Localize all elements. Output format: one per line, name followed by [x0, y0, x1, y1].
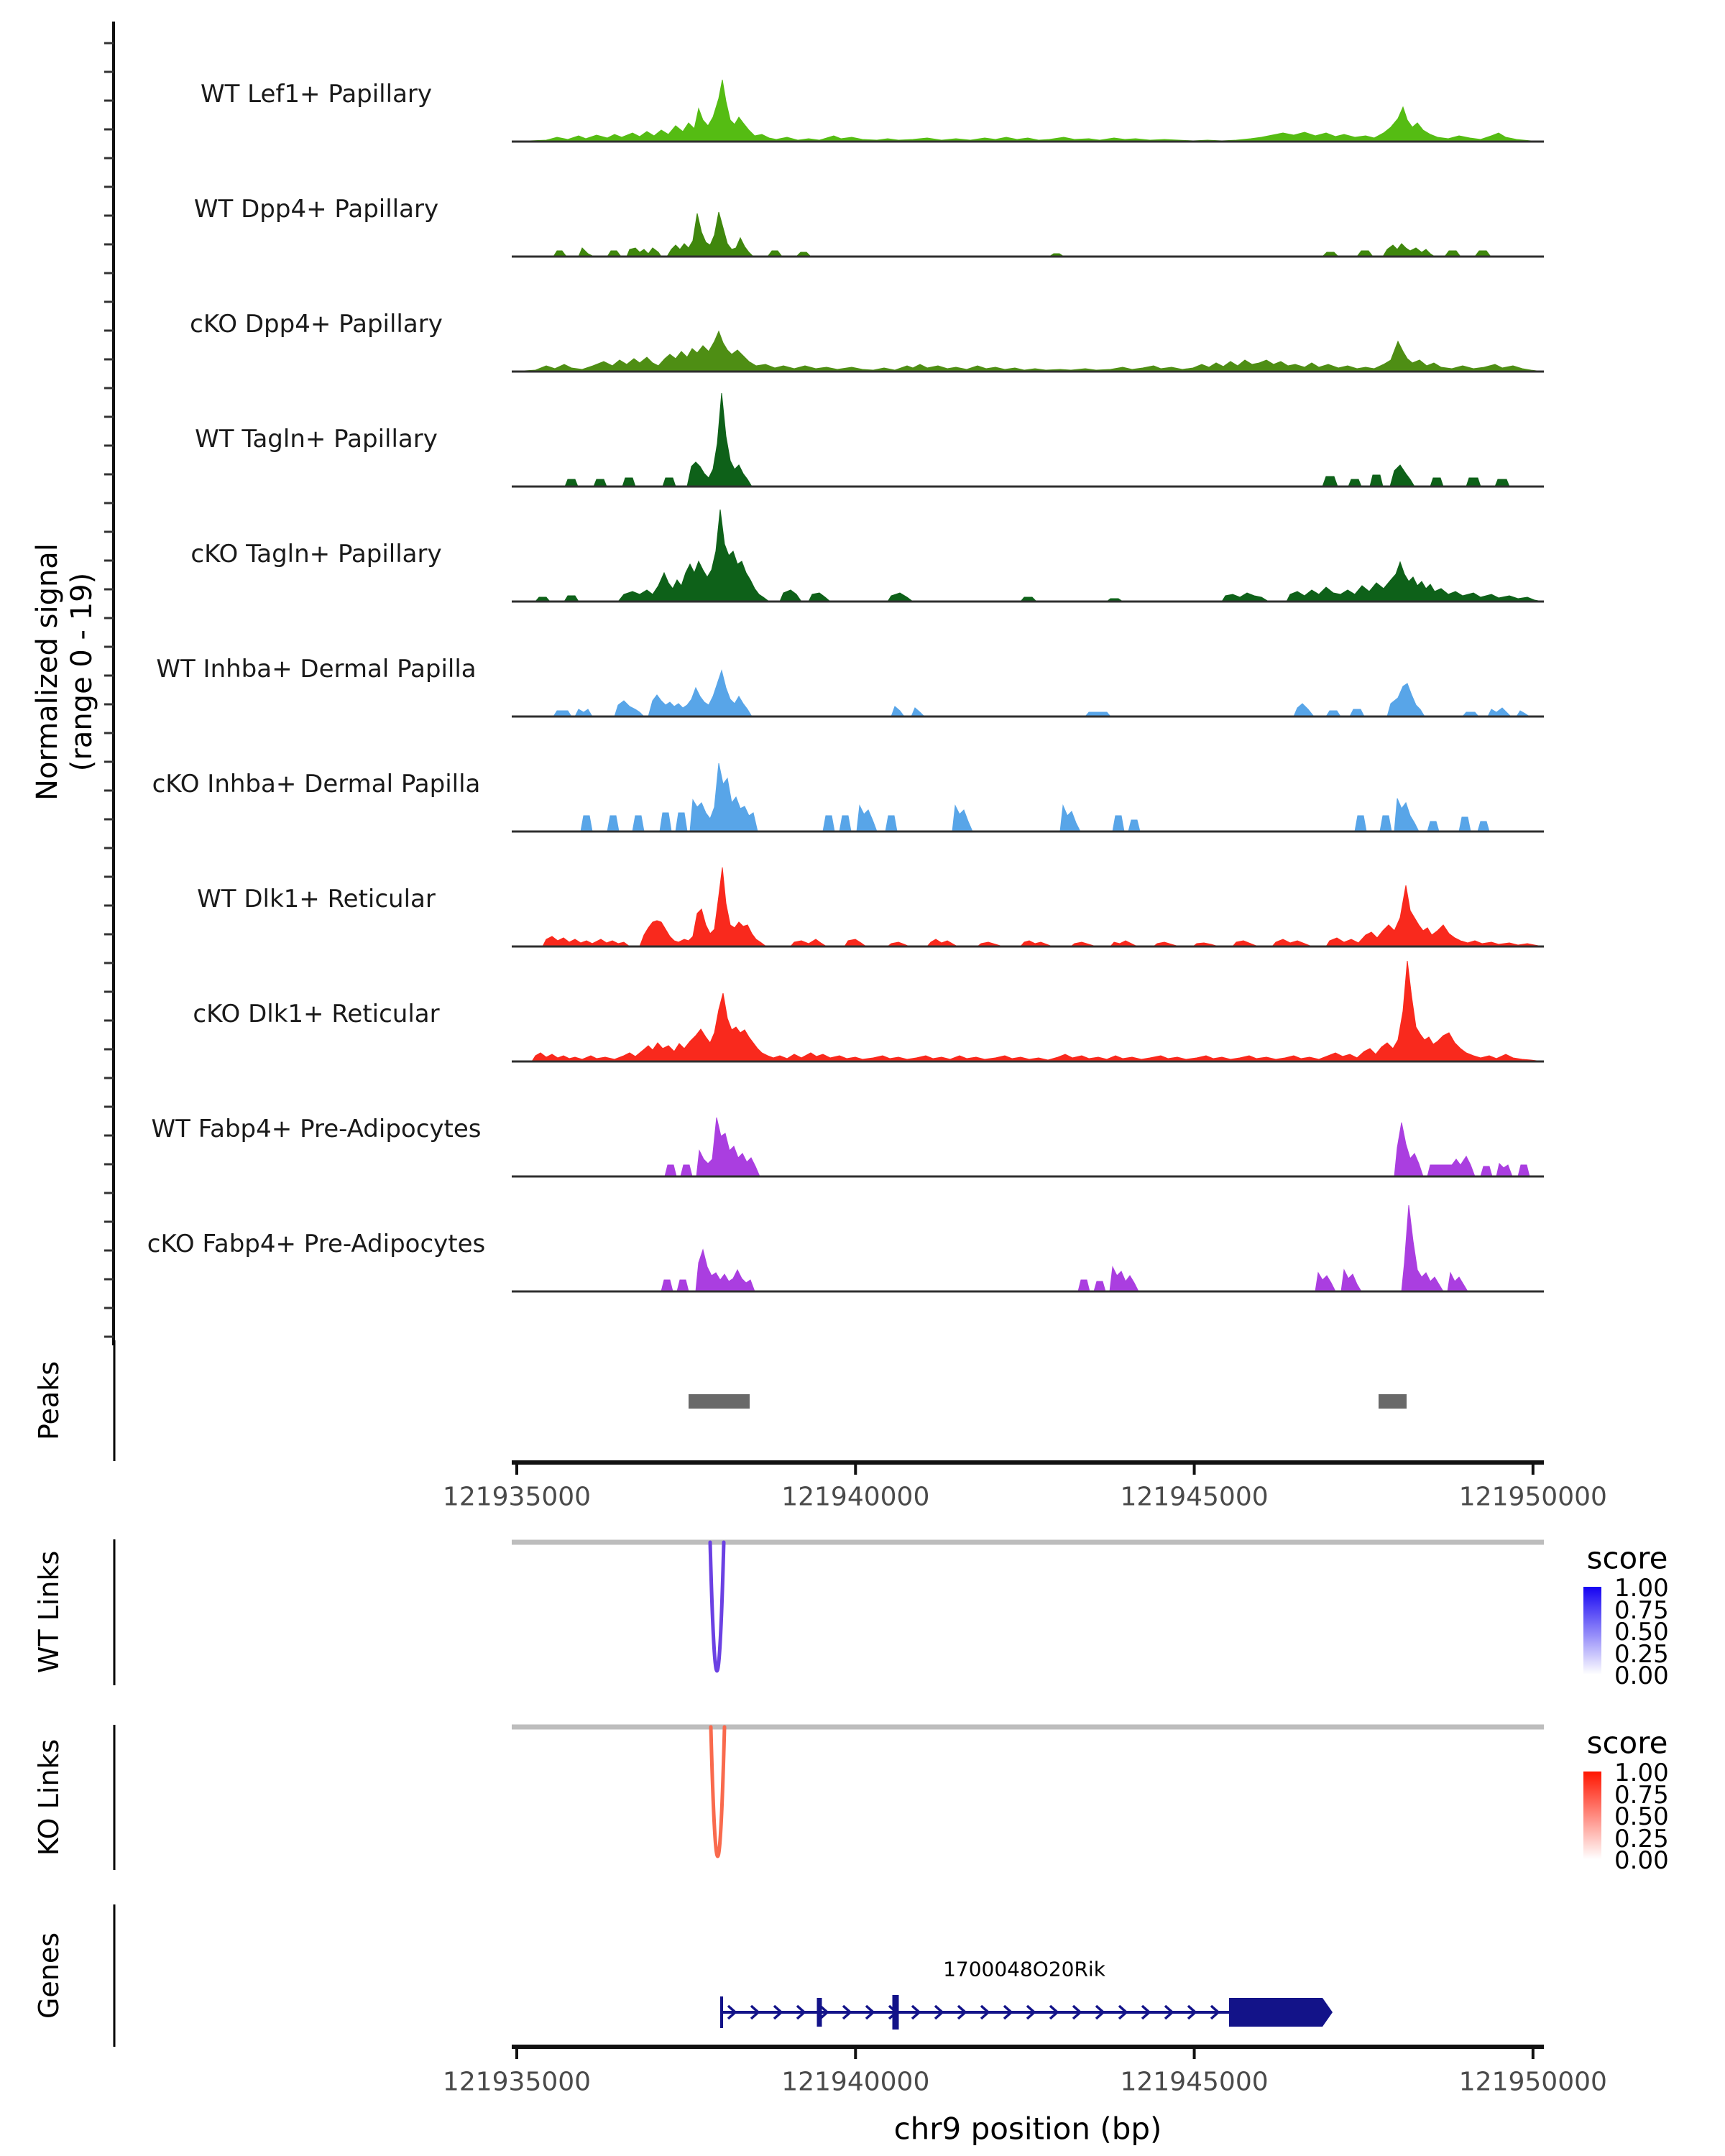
signal-track-1 [512, 80, 1544, 142]
signal-track-3 [512, 331, 1544, 372]
signal-track-9 [512, 961, 1544, 1061]
ko-score-legend-title: score [1586, 1725, 1668, 1761]
legend-2-tick-1.00: 1.00 [1614, 1759, 1669, 1787]
wt-score-legend-title: score [1586, 1540, 1668, 1576]
track-label-8: WT Dlk1+ Reticular [197, 885, 436, 913]
legend-2-tick-0.25: 0.25 [1614, 1824, 1669, 1853]
gene-terminal-exon [1229, 1998, 1322, 2027]
signal-track-7 [512, 763, 1544, 831]
y-axis-label-line2: (range 0 - 19) [65, 572, 98, 772]
bottom-axis-tick-label-2: 121940000 [781, 2067, 930, 2097]
y-axis-label-line1: Normalized signal [31, 543, 64, 801]
peak-region-2 [1379, 1394, 1407, 1409]
track-label-4: WT Tagln+ Papillary [195, 425, 438, 453]
legend-2-tick-0.50: 0.50 [1614, 1802, 1669, 1831]
legend-1-tick-0.00: 0.00 [1614, 1662, 1669, 1690]
x-axis-title: chr9 position (bp) [893, 2111, 1162, 2147]
track-label-6: WT Inhba+ Dermal Papilla [156, 655, 477, 683]
gene-exon-tick [893, 1995, 899, 2030]
signal-track-2 [512, 212, 1544, 257]
ko-score-gradient-bar [1583, 1772, 1601, 1859]
middle-axis-tick-label-4: 121950000 [1458, 1482, 1607, 1512]
section-label-wt-links: WT Links [33, 1550, 65, 1674]
track-label-1: WT Lef1+ Papillary [200, 80, 433, 109]
legend-1-tick-0.25: 0.25 [1614, 1639, 1669, 1669]
section-label-peaks: Peaks [33, 1360, 65, 1441]
peak-region-1 [689, 1394, 750, 1409]
bottom-axis-tick-label-4: 121950000 [1458, 2067, 1607, 2097]
gene-exon-tick [720, 1996, 723, 2028]
signal-track-6 [512, 671, 1544, 717]
track-label-2: WT Dpp4+ Papillary [193, 195, 439, 224]
track-label-10: WT Fabp4+ Pre-Adipocytes [151, 1115, 482, 1143]
signal-track-10 [512, 1118, 1544, 1176]
track-label-7: cKO Inhba+ Dermal Papilla [152, 770, 481, 798]
middle-axis-tick-label-1: 121935000 [442, 1482, 592, 1512]
bottom-axis-tick-label-1: 121935000 [442, 2067, 592, 2097]
wt-score-gradient-bar [1583, 1587, 1601, 1674]
track-label-9: cKO Dlk1+ Reticular [193, 1000, 440, 1028]
track-label-3: cKO Dpp4+ Papillary [190, 310, 443, 338]
y-axis-label [30, 543, 99, 801]
legend-1-tick-1.00: 1.00 [1614, 1574, 1669, 1603]
legend-2-tick-0.75: 0.75 [1614, 1780, 1669, 1810]
gene-exon-tick [817, 1998, 822, 2027]
signal-track-4 [512, 393, 1544, 487]
ko-link-loop [711, 1727, 724, 1856]
track-label-11: cKO Fabp4+ Pre-Adipocytes [147, 1230, 486, 1258]
signal-track-8 [512, 867, 1544, 946]
track-label-5: cKO Tagln+ Papillary [190, 540, 442, 568]
legend-2-tick-0.00: 0.00 [1614, 1846, 1669, 1875]
legend-1-tick-0.75: 0.75 [1614, 1595, 1669, 1625]
signal-track-11 [512, 1205, 1544, 1291]
bottom-axis-tick-label-3: 121945000 [1120, 2067, 1269, 2097]
middle-axis-tick-label-2: 121940000 [781, 1482, 930, 1512]
gene-end-arrow-icon [1322, 1998, 1333, 2027]
section-label-ko-links: KO Links [33, 1738, 65, 1856]
gene-name-label: 1700048O20Rik [943, 1957, 1105, 1981]
signal-track-5 [512, 510, 1544, 602]
section-label-genes: Genes [33, 1932, 65, 2019]
legend-1-tick-0.50: 0.50 [1614, 1618, 1669, 1646]
middle-axis-tick-label-3: 121945000 [1120, 1482, 1269, 1512]
wt-link-loop [710, 1542, 724, 1671]
